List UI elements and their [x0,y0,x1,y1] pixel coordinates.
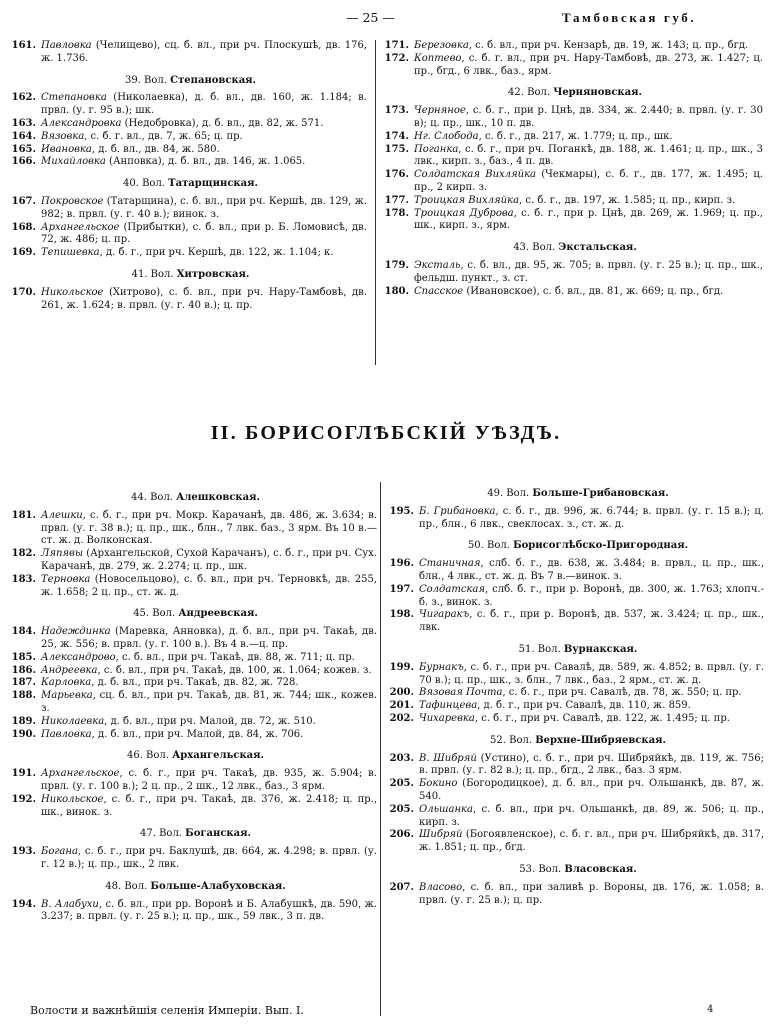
settlement-details: , слб. б. г., дв. 638, ж. 3.484; в. првл., ц. пр., шк., блн., 4 лвк., ст. ж. д. Въ 7 в.—винок. з. [419,558,764,582]
volost-number: 53. Вол. [519,863,562,875]
entry-number: 192. [11,793,36,805]
settlement-name: Александровка [41,117,122,129]
settlement-entry [10,768,377,794]
settlement-details: , с. б. г. вл., дв. 7, ж. 65; ц. пр. [84,130,243,142]
settlement-details: , д. б. г., при рч. Савалѣ, дв. 110, ж. 859. [477,700,691,712]
volost-number: 48. Вол. [105,880,148,892]
entry-text [419,609,764,635]
settlement-entry [10,156,367,169]
settlement-details: (Татарщина), с. б. вл., при рч. Кершѣ, дв. 129, ж. 982; в. првл. (у. г. 40 в.); винок. з. [41,195,367,220]
settlement-name: Андреевка [41,664,98,676]
entry-text [414,195,763,208]
settlement-details: , с. б. г., при рч. Мокр. Карачанѣ, дв. 486, ж. 3.634; в. првл. (у. г. 38 в.); ц. пр., шк., блн., 7 лвк. баз., 3 ярм. Въ 10 в.—ст. ж. д. Волконская. [41,509,377,547]
settlement-entry [10,287,367,313]
volost-name: Андреевская. [178,608,258,620]
settlement-details: , с. б. г., при рч. Савалѣ, дв. 122, ж. 1.495; ц. пр. [474,712,730,724]
entry-number: 179. [384,259,409,271]
footer-text: Волости и важнѣйшія селенія Имперіи. Вып. I. [30,1004,304,1017]
settlement-details: (Николаевка), д. б. вл., дв. 160, ж. 1.184; в. првл. (у. г. 95 в.); шк. [41,92,367,117]
settlement-name: Алешки [41,509,83,521]
settlement-name: Вязовая Почта [419,687,503,699]
settlement-details: , д. б. вл., дв. 84, ж. 580. [91,143,220,155]
entry-text [41,92,367,118]
settlement-details: , с. б. г., при р. Цнѣ, дв. 269, ж. 1.969; ц. пр., шк., кирп. з., ярм. [414,207,763,232]
volost-number: 51. Вол. [518,643,561,655]
volost-heading [10,828,377,841]
entry-text [414,53,763,79]
settlement-name: Степановка [41,92,107,104]
settlement-entry [383,208,763,234]
entry-text [419,713,764,726]
settlement-details: (Челищево), сц. б. вл., при рч. Плоскушѣ, дв. 176, ж. 1.736. [41,40,367,64]
settlement-name: Покровское [41,195,104,207]
settlement-details: , с. б. г., дв. 197, ж. 1.585; ц. пр., кирп. з. [519,194,736,206]
column-bottom-left [10,492,377,924]
settlement-name: Вязовка [41,130,85,142]
settlement-entry [10,548,377,574]
entry-number: 205. [389,778,414,790]
settlement-details: , с. б. г., при р. Цнѣ, дв. 334, ж. 2.440; в. првл. (у. г. 30 в); ц. пр., шк., 10 п. дв. [414,105,763,129]
sheet-number: 4 [707,1004,714,1015]
entry-number: 202. [389,712,414,724]
settlement-name: Архангельское [41,221,120,233]
entry-number: 166. [11,156,36,168]
settlement-name: Эксталь [414,259,461,271]
volost-number: 40. Вол. [123,178,165,190]
settlement-entry [383,260,763,286]
running-title: Тамбовская губ. [562,10,697,25]
settlement-entry [383,169,763,195]
settlement-entry [388,753,764,779]
settlement-name: Карловка [41,677,92,689]
entry-number: 187. [11,677,36,689]
settlement-name: Б. Грибановка [419,505,496,517]
volost-heading [388,735,764,748]
entry-number: 206. [389,829,414,841]
settlement-name: Бурнакъ [419,661,464,673]
settlement-entry [10,665,377,678]
settlement-name: В. Шибряй [419,752,477,764]
settlement-details: (Богоявленское), с. б. г. вл., при рч. Шибряйкѣ, дв. 317, ж. 1.851; ц. пр., бгд. [419,829,764,854]
entry-text [419,882,764,908]
entry-number: 196. [389,558,414,570]
entry-number: 182. [11,548,36,560]
settlement-name: Солдатская [419,583,485,595]
entry-text [414,131,763,144]
settlement-name: Терновка [41,573,91,585]
entry-number: 193. [11,846,36,858]
volost-number: 47. Вол. [140,828,182,840]
entry-number: 176. [384,169,409,181]
settlement-name: Спасское [414,285,464,297]
entry-number: 184. [11,626,36,638]
entry-text [41,768,377,794]
settlement-entry [388,713,764,726]
settlement-entry [383,144,763,170]
settlement-name: Нг. Слобода [414,130,479,142]
entry-number: 185. [11,651,36,663]
entry-text [41,510,377,548]
entry-text [41,131,367,144]
entry-number: 168. [11,221,36,233]
entry-number: 183. [11,573,36,585]
settlement-details: , с. б. г., при рч. Савалѣ, дв. 589, ж. 4.852; в. првл. (у. г. 70 в.); ц. пр., шк., з. блн., 7 лвк., баз., 2 ярм., ст. ж. д. [419,661,764,686]
entry-number: 164. [11,130,36,142]
settlement-details: , с. б. вл., дв. 95, ж. 705; в. првл. (у. г. 25 в.); ц. пр., шк., фельдш. пункт., з. ст. [414,259,763,284]
volost-heading [383,87,763,100]
volost-heading [10,881,377,894]
settlement-name: Павловка [41,728,92,740]
entry-number: 180. [384,285,409,297]
entry-number: 197. [389,583,414,595]
column-bottom-right [388,488,764,907]
entry-number: 201. [389,700,414,712]
settlement-details: , с. б. вл., при рч. Такаѣ, дв. 100, ж. 1.064; кожев. з. [97,664,372,676]
entry-text [41,196,367,222]
volost-name: Степановская. [170,74,257,86]
entry-text [41,287,367,313]
volost-number: 45. Вол. [133,608,176,620]
volost-number: 39. Вол. [124,74,167,86]
entry-number: 175. [384,143,409,155]
entry-text [41,665,377,678]
volost-name: Черняновская. [553,87,642,99]
entry-number: 199. [389,661,414,673]
settlement-entry [10,729,377,742]
settlement-details: (Ивановское), с. б. вл., дв. 81, ж. 669; ц. пр., бгд. [463,285,724,297]
entry-text [41,846,377,872]
settlement-entry [10,144,367,157]
entry-text [41,652,377,665]
volost-name: Больше-Грибановская. [532,488,669,499]
settlement-name: В. Алабухи [41,898,99,910]
volost-heading [10,492,377,505]
entry-text [414,208,763,234]
settlement-name: Чихаревка [419,712,475,724]
column-divider-bottom [380,482,381,1016]
page-number: — 25 — [346,10,395,25]
entry-number: 171. [384,40,409,51]
entry-text [419,506,764,532]
entry-number: 190. [11,728,36,740]
settlement-details: (Новосельцово), с. б. вл., при рч. Терновкѣ, дв. 255, ж. 1.658; 2 ц. пр., ст. ж. д. [41,573,377,598]
settlement-details: (Чекмары), с. б. г., дв. 177, ж. 1.495; ц. пр., 2 кирп. з. [414,169,763,193]
volost-name: Власовская. [564,863,637,875]
settlement-entry [10,196,367,222]
uezd-heading: II. БОРИСОГЛѢБСКІЙ УѢЗДЪ. [210,422,562,444]
settlement-details: (Богородицкое), д. б. вл., при рч. Ольшанкѣ, дв. 87, ж. 540. [419,778,764,802]
settlement-name: Никольское [41,793,104,805]
volost-name: Верхне-Шибряевская. [535,734,666,746]
entry-text [41,222,367,248]
entry-number: 198. [389,609,414,621]
column-top-left [10,40,367,312]
settlement-details: , с. б. вл., при рр. Воронѣ и Б. Алабушкѣ, дв. 590, ж. 3.237; в. првл. (у. г. 25 в.); ц. пр., шк., 59 лвк., 3 п. дв. [41,898,377,923]
entry-text [419,687,764,700]
settlement-entry [10,677,377,690]
settlement-entry [388,804,764,830]
entry-number: 173. [384,105,409,117]
entry-text [419,778,764,804]
entry-text [419,804,764,830]
settlement-entry [388,778,764,804]
entry-text [41,40,367,66]
entry-number: 162. [11,92,36,104]
entry-text [419,700,764,713]
settlement-name: Власово [419,881,463,893]
entry-number: 177. [384,194,409,206]
settlement-name: Ивановка [41,143,92,155]
entry-text [414,144,763,170]
settlement-details: , с. б. вл., при заливѣ р. Вороны, дв. 176, ж. 1.058; в. првл. (у. г. 25 в.); ц. пр. [419,881,764,906]
entry-number: 194. [11,898,36,910]
settlement-entry [388,609,764,635]
settlement-name: Березовка [414,40,469,51]
settlement-details: (Прибытки), с. б. вл., при р. Б. Ломовисѣ, дв. 72, ж. 486; ц. пр. [41,221,367,246]
settlement-name: Поганка [414,143,459,155]
settlement-name: Марьевка [41,690,93,702]
entry-number: 203. [389,752,414,764]
volost-name: Вурнакская. [563,643,638,655]
settlement-entry [388,662,764,688]
volost-name: Больше-Алабуховская. [150,880,286,892]
entry-number: 181. [11,509,36,521]
settlement-entry [383,53,763,79]
entry-number: 200. [389,687,414,699]
settlement-entry [10,40,367,66]
volost-heading [10,269,367,282]
entry-text [414,260,763,286]
settlement-entry [388,700,764,713]
volost-name: Архангельская. [172,750,265,762]
settlement-name: Шибряй [419,829,463,841]
entry-text [419,753,764,779]
settlement-entry [388,882,764,908]
volost-heading [10,178,367,191]
settlement-name: Ляпявы [41,548,83,560]
settlement-entry [10,716,377,729]
entry-text [41,247,367,260]
entry-text [41,690,377,716]
settlement-name: Черняное [414,105,466,117]
entry-text [41,899,377,925]
settlement-name: Троицкая Вихляйка [414,194,520,206]
settlement-details: , с. б. г., при рч. Поганкѣ, дв. 188, ж. 1.461; ц. пр., шк., 3 лвк., кирп. з., баз., 4 п. дв. [414,143,763,168]
entry-number: 172. [384,52,409,64]
entry-text [414,169,763,195]
volost-heading [10,75,367,88]
settlement-details: (Маревка, Анновка), д. б. вл., при рч. Такаѣ, дв. 25, ж. 556; в. првл. (у. г. 100 в.). Въ 4 в.—ц. пр. [41,626,377,650]
settlement-name: Надеждинка [41,626,111,638]
entry-number: 189. [11,715,36,727]
entry-text [419,558,764,584]
entry-number: 205. [389,803,414,815]
settlement-details: , д. б. г., при рч. Кершѣ, дв. 122, ж. 1.104; к. [99,247,334,259]
volost-heading [388,864,764,877]
settlement-name: Коптево [414,52,462,64]
volost-heading [10,608,377,621]
entry-number: 169. [11,247,36,259]
settlement-entry [10,794,377,820]
entry-number: 188. [11,690,36,702]
volost-name: Боганская. [185,828,251,840]
volost-number: 49. Вол. [487,488,530,499]
settlement-details: , с. б. вл., при рч. Кензарѣ, дв. 19, ж. 143; ц. пр., бгд. [468,40,749,51]
volost-name: Алешковская. [176,492,260,503]
entry-text [414,286,763,299]
entry-number: 163. [11,117,36,129]
settlement-name: Чигаракъ [419,609,470,621]
entry-text [41,716,377,729]
settlement-name: Богана [41,846,78,858]
volost-number: 50. Вол. [467,540,510,552]
settlement-name: Михайловка [41,156,106,168]
volost-heading [383,242,763,255]
settlement-name: Троицкая Дуброва [414,207,514,219]
settlement-entry [10,899,377,925]
settlement-details: , д. б. вл., при рч. Малой, дв. 84, ж. 706. [91,728,304,740]
settlement-name: Тафинцева [419,700,478,712]
settlement-name: Тепишевка [41,247,100,259]
settlement-entry [388,829,764,855]
settlement-details: (Архангельской, Сухой Карачанъ), с. б. г., при рч. Сух. Карачанѣ, дв. 279, ж. 2.274; ц. пр., шк. [41,548,377,572]
settlement-name: Архангельское [41,768,120,780]
entry-text [41,626,377,652]
settlement-details: (Хитрово), с. б. вл., при рч. Нару-Тамбовѣ, дв. 261, ж. 1.624; в. првл. (у. г. 40 в.); ц. пр. [41,286,367,311]
settlement-name: Николаевка [41,715,105,727]
volost-number: 46. Вол. [126,750,169,762]
volost-number: 52. Вол. [490,734,533,746]
entry-text [41,144,367,157]
volost-heading [388,644,764,657]
entry-number: 195. [389,505,414,517]
settlement-details: , с. б. г., дв. 217, ж. 1.779; ц. пр., шк. [478,130,673,142]
settlement-entry [383,195,763,208]
volost-number: 41. Вол. [131,268,174,280]
settlement-entry [10,92,367,118]
entry-number: 207. [389,881,414,893]
settlement-details: , с. б. г., дв. 996, ж. 6.744; в. првл. (у. г. 15 в.); ц. пр., блн., 6 лвк., свеклосах. з., ст. ж. д. [419,505,764,530]
entry-text [41,574,377,600]
entry-number: 170. [11,286,36,298]
settlement-details: , с. б. вл., при рч. Такаѣ, дв. 88, ж. 711; ц. пр. [115,651,355,663]
volost-number: 42. Вол. [508,87,550,99]
settlement-entry [10,626,377,652]
entry-text [41,677,377,690]
settlement-entry [10,652,377,665]
settlement-entry [388,584,764,610]
settlement-name: Бокино [419,778,458,790]
settlement-entry [388,687,764,700]
entry-text [41,156,367,169]
entry-text [414,105,763,131]
settlement-details: , с. б. г., при рч. Баклушѣ, дв. 664, ж. 4.298; в. првл. (у. г. 12 в.); ц. пр., шк., 2 лвк. [41,846,377,870]
settlement-details: , с. б. г., при рч. Такаѣ, дв. 935, ж. 5.904; в. првл. (у. г. 100 в.); 2 ц. пр., 2 шк., 12 лвк., баз., 3 ярм. [41,768,377,792]
settlement-entry [383,131,763,144]
settlement-entry [10,510,377,548]
settlement-details: , с. б. г., при рч. Савалѣ, дв. 78, ж. 550; ц. пр. [502,687,742,699]
settlement-entry [383,40,763,53]
settlement-entry [10,247,367,260]
volost-name: Борисоглѣбско-Пригородная. [513,540,689,552]
settlement-entry [388,558,764,584]
entry-number: 186. [11,664,36,676]
settlement-details: , с. б. г., при р. Воронѣ, дв. 537, ж. 3.424; ц. пр., шк., лвк. [419,609,764,634]
column-divider-top [375,40,376,365]
entry-number: 167. [11,195,36,207]
settlement-name: Солдатская Вихляйка [414,169,537,181]
entry-text [419,829,764,855]
settlement-name: Павловка [41,40,92,51]
entry-text [41,548,377,574]
entry-number: 191. [11,768,36,780]
settlement-details: , с. б. г., при рч. Такаѣ, дв. 376, ж. 2.418; ц. пр., шк., винок. з. [41,793,377,818]
entry-text [41,794,377,820]
entry-number: 178. [384,207,409,219]
settlement-details: , с. б. вл., при рч. Ольшанкѣ, дв. 89, ж. 506; ц. пр., кирп. з. [419,803,764,828]
settlement-details: , слб. б. г., при р. Воронѣ, дв. 300, ж. 1.763; хлопч.-б. з., винок. з. [419,583,764,608]
settlement-details: , сц. б. вл., при рч. Такаѣ, дв. 81, ж. 744; шк., кожев. з. [41,690,377,714]
settlement-entry [10,690,377,716]
volost-heading [388,540,764,553]
entry-text [419,584,764,610]
settlement-details: (Недобровка), д. б. вл., дв. 82, ж. 571. [121,117,324,129]
entry-number: 161. [11,40,36,51]
volost-name: Хитровская. [176,268,250,280]
volost-name: Татарщинская. [168,178,258,190]
settlement-details: , с. б. г. вл., при рч. Нару-Тамбовѣ, дв. 273, ж. 1.427; ц. пр., бгд., 6 лвк., баз., ярм. [414,52,763,77]
settlement-entry [388,506,764,532]
entry-text [419,662,764,688]
settlement-details: , д. б. вл., при рч. Такаѣ, дв. 82, ж. 728. [91,677,299,689]
settlement-entry [383,105,763,131]
settlement-name: Никольское [41,286,104,298]
volost-heading [10,750,377,763]
settlement-entry [10,131,367,144]
settlement-name: Ольшанка [419,803,473,815]
settlement-entry [383,286,763,299]
settlement-entry [10,222,367,248]
settlement-entry [10,118,367,131]
entry-text [41,729,377,742]
entry-number: 165. [11,143,36,155]
volost-name: Экстальская. [558,242,637,254]
volost-number: 43. Вол. [513,242,556,254]
settlement-details: (Устино), с. б. г., при рч. Шибряйкѣ, дв. 119, ж. 756; в. првл. (у. г. 82 в.); ц. пр., бгд., 2 лвк., баз. 3 ярм. [419,752,765,777]
entry-number: 174. [384,130,409,142]
settlement-name: Станичная [419,558,481,570]
settlement-entry [10,574,377,600]
settlement-details: (Анповка), д. б. вл., дв. 146, ж. 1.065. [105,156,306,168]
volost-heading [388,488,764,501]
settlement-details: , д. б. вл., при рч. Малой, дв. 72, ж. 510. [104,715,316,727]
settlement-entry [10,846,377,872]
entry-text [414,40,763,53]
settlement-name: Александрово [41,651,116,663]
volost-number: 44. Вол. [131,492,173,503]
column-top-right [383,40,763,298]
entry-text [41,118,367,131]
